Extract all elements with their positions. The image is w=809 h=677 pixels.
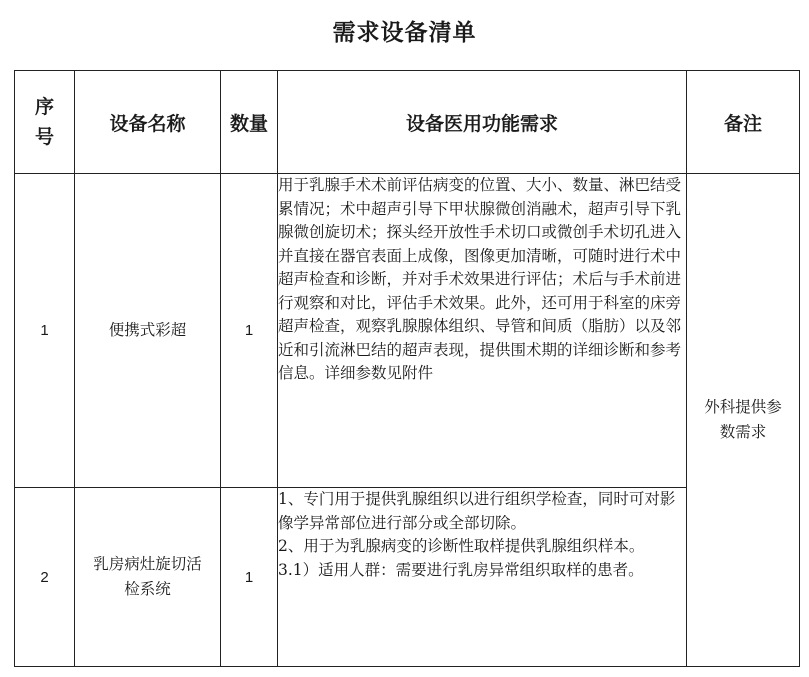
remark-text: 外科提供参数需求 xyxy=(704,398,782,441)
func-paragraph: 用于乳腺手术术前评估病变的位置、大小、数量、淋巴结受累情况；术中超声引导下甲状腺微创消融术，超声引导下乳腺微创旋切术；探头经开放性手术切口或微创手术切孔进入并直接在器官表面上成像，图像更加清晰，可随时进行术中超声检查和诊断，并对手术效果进行评估；术后与手术前进行观察和对比，评估手术效果。此外，还可用于科室的床旁超声检查，观察乳腺腺体组织、导管和间质（脂肪）以及邻近和引流淋巴结的超声表现，提供围术期的详细诊断和参考信息。详细参数见附件 xyxy=(278,176,682,382)
header-seq xyxy=(15,71,75,174)
func-paragraph: 1、专门用于提供乳腺组织以进行组织学检查，同时可对影像学异常部位进行部分或全部切除。 xyxy=(278,490,676,532)
row-func xyxy=(278,488,687,667)
row-name-text: 乳房病灶旋切活检系统 xyxy=(93,555,202,598)
row-name xyxy=(75,488,221,667)
row-func xyxy=(278,174,687,488)
header-name: 设备名称 xyxy=(75,71,221,174)
row-qty: 1 xyxy=(221,174,278,488)
header-qty: 数量 xyxy=(221,71,278,174)
document-title: 需求设备清单 xyxy=(332,19,477,46)
func-paragraph: 3.1）适用人群：需要进行乳房异常组织取样的患者。 xyxy=(278,560,644,579)
table-row xyxy=(15,488,800,667)
row-seq: 1 xyxy=(15,174,75,488)
header-remark: 备注 xyxy=(687,71,800,174)
requirements-table xyxy=(14,70,800,667)
header-func: 设备医用功能需求 xyxy=(278,71,687,174)
func-paragraph: 2、用于为乳腺病变的诊断性取样提供乳腺组织样本。 xyxy=(278,537,645,555)
row-seq: 2 xyxy=(15,488,75,667)
table-row xyxy=(15,174,800,488)
header-seq-label: 序号 xyxy=(34,96,54,148)
row-qty: 1 xyxy=(221,488,278,667)
row-remark xyxy=(687,174,800,667)
header-row xyxy=(15,71,800,174)
row-name: 便携式彩超 xyxy=(75,174,221,488)
